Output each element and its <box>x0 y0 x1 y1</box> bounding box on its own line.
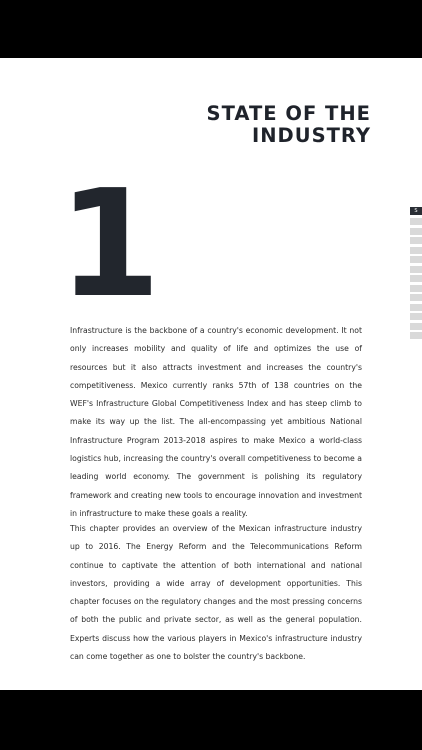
section-index-tab[interactable] <box>410 332 422 339</box>
section-index-tab[interactable] <box>410 266 422 273</box>
section-index-tab[interactable] <box>410 285 422 292</box>
chapter-title <box>207 103 371 147</box>
top-black-bar <box>0 0 422 58</box>
section-index-tab[interactable] <box>410 237 422 244</box>
section-index-tab[interactable] <box>410 304 422 311</box>
chapter-title-line-2: INDUSTRY <box>251 124 371 147</box>
section-index-tab[interactable] <box>410 256 422 263</box>
section-index-tab[interactable] <box>410 275 422 282</box>
body-paragraph-1: Infrastructure is the backbone of a country's economic development. It not only increases mobility and quality of life and optimizes the use of resources but it also attracts investment and increases the country's competitiveness. Mexico currently ranks 57th of 138 countries on the WEF's Infrastructure Global Competitiveness Index and has steep climb to make its way up the list. The all-encompassing yet ambitious National Infrastructure Program 2013-2018 aspires to make Mexico a world-class logistics hub, increasing the country's overall competitiveness to become a leading world economy. The government is polishing its regulatory framework and creating new tools to encourage innovation and investment in infrastructure to make these goals a reality. <box>70 326 362 518</box>
chapter-title-line-1: STATE OF THE <box>206 102 371 125</box>
section-index-tab[interactable] <box>410 313 422 320</box>
section-index-tabs <box>410 207 422 342</box>
section-index-active-tab[interactable]: S <box>410 207 422 215</box>
section-index-tab[interactable] <box>410 228 422 235</box>
document-page[interactable] <box>0 58 422 690</box>
bottom-black-bar <box>0 690 422 750</box>
section-index-tab[interactable] <box>410 323 422 330</box>
section-index-tab[interactable] <box>410 247 422 254</box>
chapter-number: 1 <box>58 158 157 330</box>
section-index-tab[interactable] <box>410 294 422 301</box>
body-paragraph-2: This chapter provides an overview of the Mexican infrastructure industry up to 2016. The Energy Reform and the Telecommunications Reform continue to captivate the attention of both international and national investors, providing a wide array of development opportunities. This chapter focuses on the regulatory changes and the most pressing concerns of both the public and private sector, as well as the general population. Experts discuss how the various players in Mexico's infrastructure industry can come together as one to bolster the country's backbone. <box>70 524 362 662</box>
section-index-tab[interactable] <box>410 218 422 225</box>
